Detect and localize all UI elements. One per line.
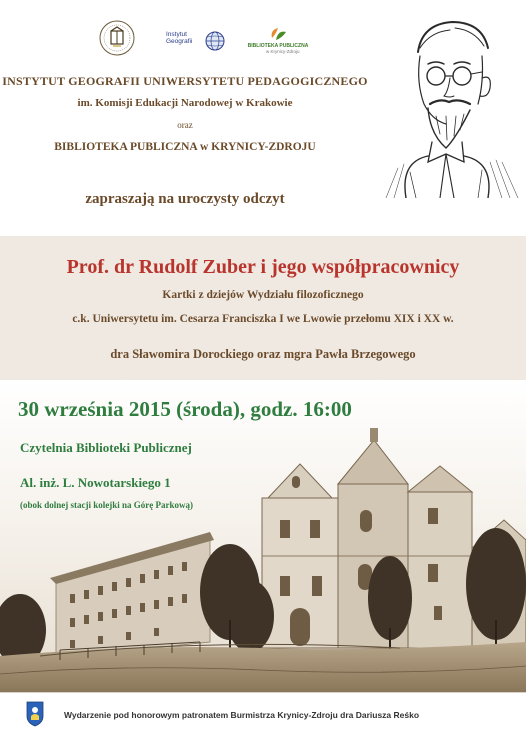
event-date: 30 września 2015 (środa), godz. 16:00 <box>18 397 352 421</box>
event-venue: Czytelnia Biblioteki Publicznej <box>20 440 192 455</box>
globe-icon <box>204 30 226 52</box>
event-address-note: (obok dolnej stacji kolejki na Górę Parkową) <box>20 500 193 510</box>
lecture-subtitle-1: Kartki z dziejów Wydziału filozoficznego <box>162 289 364 301</box>
lecture-title: Prof. dr Rudolf Zuber i jego współpracownicy <box>66 256 460 278</box>
institute-geography-logo <box>166 28 228 54</box>
university-patron: im. Komisji Edukacji Narodowej w Krakowie <box>77 97 293 109</box>
institute-logo-text: Instytut Geografii <box>166 31 193 45</box>
library-logo-text: BIBLIOTEKA PUBLICZNA <box>247 43 309 49</box>
invitation-text: zapraszają na uroczysty odczyt <box>85 191 285 207</box>
library-logo-subtext: w Krynicy-Zdroju <box>266 49 300 54</box>
lecture-speakers: dra Sławomira Dorockiego oraz mgra Pawła Brzegowego <box>110 347 416 361</box>
university-seal-icon <box>98 18 136 58</box>
library-name: BIBLIOTEKA PUBLICZNA w KRYNICY-ZDROJU <box>54 141 316 153</box>
historic-building-photo <box>0 380 526 692</box>
town-crest-icon <box>26 701 44 727</box>
patronage-note: Wydarzenie pod honorowym patronatem Burmistrza Krynicy-Zdroju dra Dariusza Reśko <box>64 710 420 720</box>
institute-name: INSTYTUT GEOGRAFII UNIWERSYTETU PEDAGOGICZNEGO <box>2 74 368 88</box>
library-logo <box>248 26 308 56</box>
portrait-illustration <box>370 12 526 198</box>
lecture-subtitle-2: c.k. Uniwersytetu im. Cesarza Franciszka I we Lwowie przełomu XIX i XX w. <box>72 313 454 325</box>
footer-divider <box>0 692 526 693</box>
library-leaf-icon <box>268 26 288 42</box>
university-logo <box>98 18 136 58</box>
event-address: Al. inż. L. Nowotarskiego 1 <box>20 475 171 490</box>
conjunction-text: oraz <box>177 120 193 130</box>
